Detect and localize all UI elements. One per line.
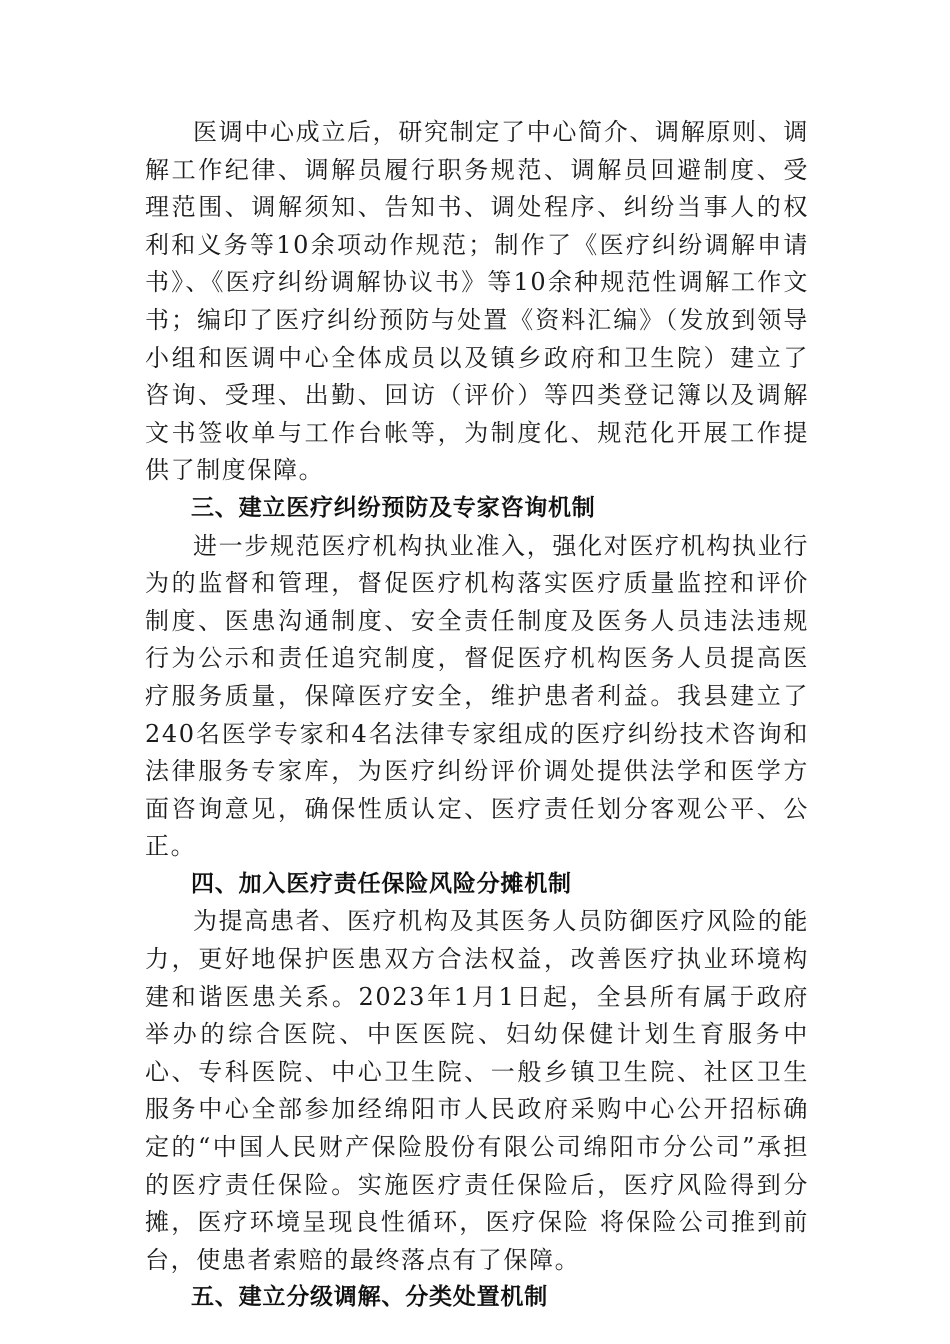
document-body (145, 114, 809, 1317)
paragraph-expert-consultation: 进一步规范医疗机构执业准入，强化对医疗机构执业行为的监督和管理，督促医疗机构落实医疗质量监控和评价制度、医患沟通制度、安全责任制度及医务人员违法违规行为公示和责任追究制度，督促医疗机构医务人员提高医疗服务质量，保障医疗安全，维护患者利益。我县建立了240名医学专家和4名法律专家组成的医疗纠纷技术咨询和法律服务专家库，为医疗纠纷评价调处提供法学和医学方面咨询意见，确保性质认定、医疗责任划分客观公平、公正。 (145, 531, 809, 861)
section-heading-3: 三、建立医疗纠纷预防及专家咨询机制 (191, 494, 596, 521)
section-heading-4: 四、加入医疗责任保险风险分摊机制 (191, 870, 572, 897)
section-heading-5: 五、建立分级调解、分类处置机制 (191, 1284, 548, 1311)
paragraph-regulations: 医调中心成立后，研究制定了中心简介、调解原则、调解工作纪律、调解员履行职务规范、调解员回避制度、受理范围、调解须知、告知书、调处程序、纠纷当事人的权利和义务等10余项动作规范；制作了《医疗纠纷调解申请书》、《医疗纠纷调解协议书》等10余种规范性调解工作文书；编印了医疗纠纷预防与处置《资料汇编》（发放到领导小组和医调中心全体成员以及镇乡政府和卫生院）建立了咨询、受理、出勤、回访（评价）等四类登记簿以及调解文书签收单与工作台帐等，为制度化、规范化开展工作提供了制度保障。 (145, 118, 809, 485)
paragraph-liability-insurance: 为提高患者、医疗机构及其医务人员防御医疗风险的能力，更好地保护医患双方合法权益，改善医疗执业环境构建和谐医患关系。2023年1月1日起，全县所有属于政府举办的综合医院、中医医院、妇幼保健计划生育服务中心、专科医院、中心卫生院、一般乡镇卫生院、社区卫生服务中心全部参加经绵阳市人民政府采购中心公开招标确定的“中国人民财产保险股份有限公司绵阳市分公司”承担的医疗责任保险。实施医疗责任保险后，医疗风险得到分摊，医疗环境呈现良性循环，医疗保险 将保险公司推到前台，使患者索赔的最终落点有了保障。 (145, 907, 809, 1274)
